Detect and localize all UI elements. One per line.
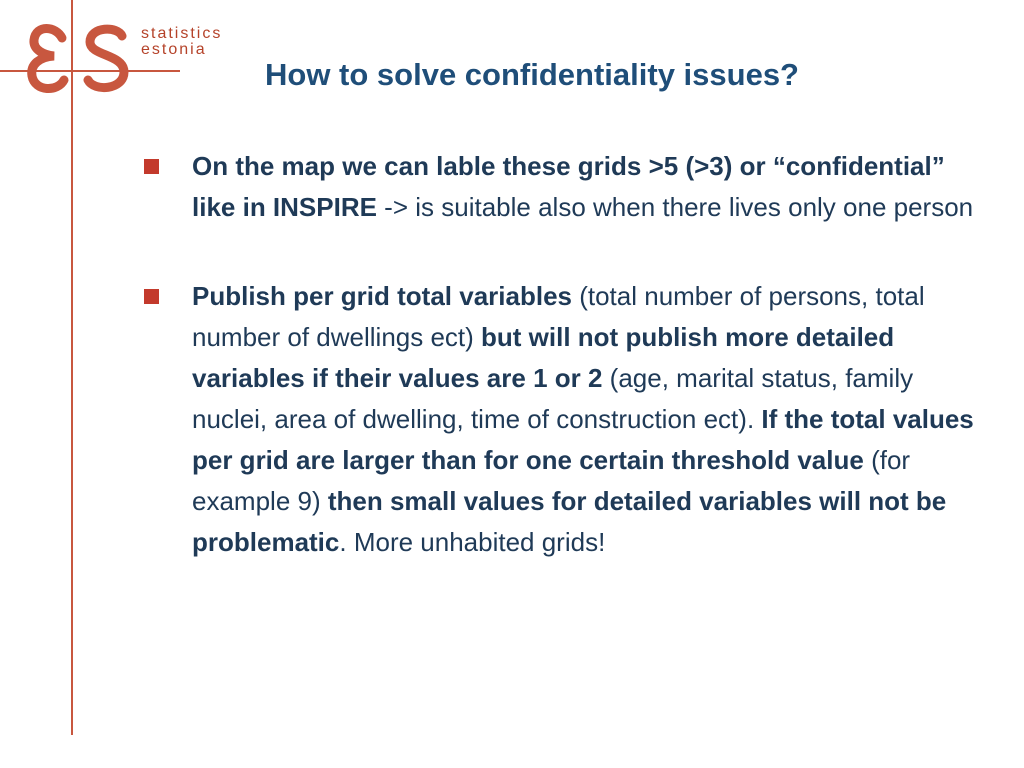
logo-wordmark: [141, 26, 222, 58]
bullet-text-bold: then small values for detailed variables will not be problematic: [192, 486, 947, 557]
logo-wordmark-line2: estonia: [141, 41, 207, 58]
bullet-text-bold: Publish per grid total variables: [192, 281, 572, 311]
bullet-text-bold: If the total values per grid are larger than for one certain threshold value: [192, 404, 974, 475]
bullet-text-bold: On the map we can lable these grids >5 (>3) or “confidential” like in INSPIRE: [192, 151, 945, 222]
bullet-item: [140, 276, 990, 563]
decorative-horizontal-line: [0, 70, 180, 72]
bullet-text-regular: (for example 9): [192, 445, 911, 516]
slide-title: How to solve confidentiality issues?: [265, 57, 799, 92]
bullet-text-regular: . More unhabited grids!: [339, 527, 606, 557]
bullet-text-regular: -> is suitable also when there lives only one person: [376, 192, 974, 222]
square-bullet-icon: [144, 289, 159, 304]
statistics-estonia-logo: [0, 0, 260, 110]
bullet-text: [192, 151, 973, 222]
logo-wordmark-line1: statistics: [141, 25, 223, 42]
bullet-list: [140, 146, 990, 563]
bullet-text-regular: (total number of persons, total number of dwellings ect): [192, 281, 925, 352]
bullet-item: [140, 146, 990, 228]
es-monogram-icon: [0, 0, 140, 100]
decorative-vertical-line: [71, 0, 73, 735]
bullet-text: [192, 281, 974, 557]
bullet-text-bold: but will not publish more detailed variables if their values are 1 or 2: [192, 322, 895, 393]
bullet-text-regular: (age, marital status, family nuclei, area of dwelling, time of construction ect).: [192, 363, 914, 434]
square-bullet-icon: [144, 159, 159, 174]
